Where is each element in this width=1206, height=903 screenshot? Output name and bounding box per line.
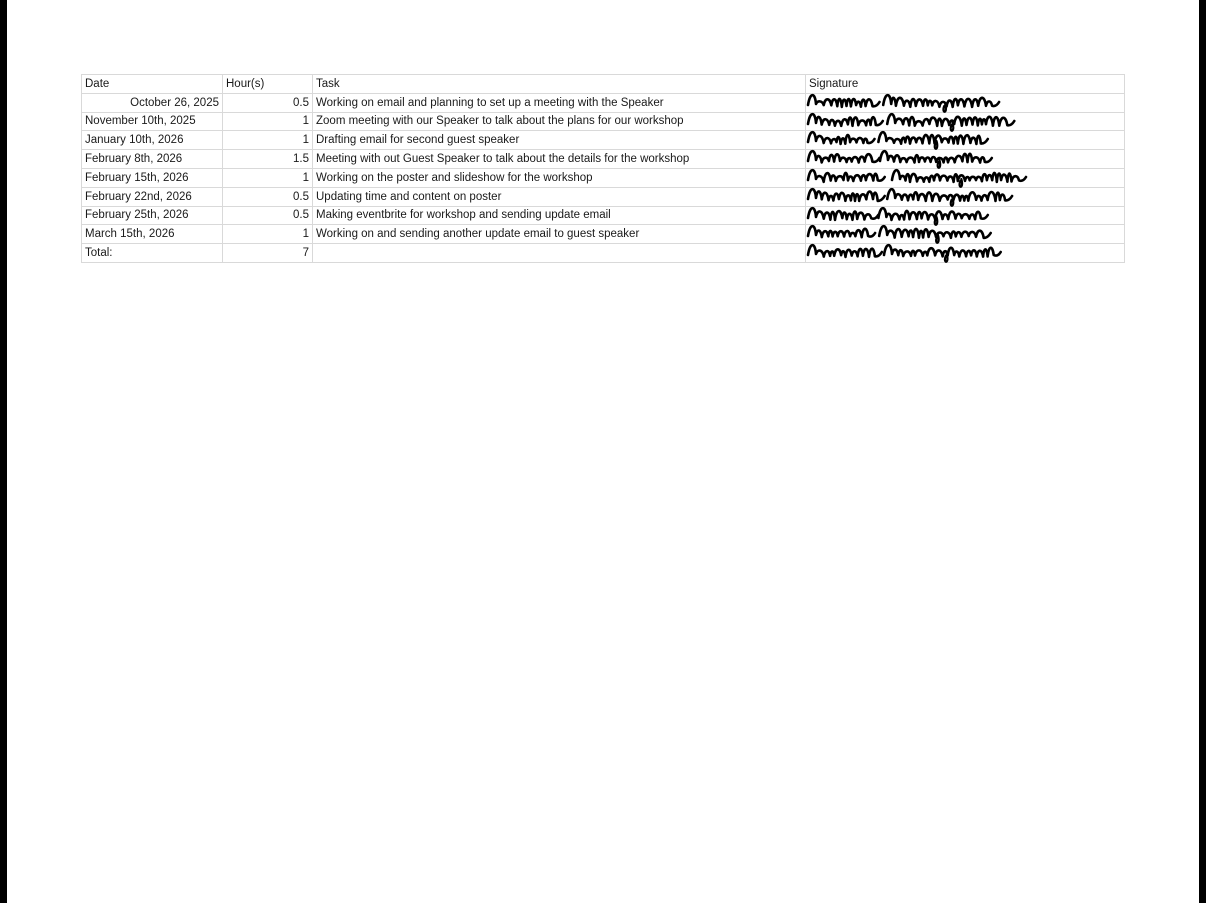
row-hours: 1.5 xyxy=(223,150,313,169)
row-hours: 1 xyxy=(223,112,313,131)
total-row xyxy=(82,244,1125,263)
row-date: November 10th, 2025 xyxy=(82,112,223,131)
total-signature xyxy=(806,244,1125,263)
row-date: January 10th, 2026 xyxy=(82,131,223,150)
header-signature: Signature xyxy=(806,75,1125,94)
total-hours: 7 xyxy=(223,244,313,263)
row-hours: 1 xyxy=(223,131,313,150)
total-label: Total: xyxy=(82,244,223,263)
row-date: February 25th, 2026 xyxy=(82,206,223,225)
header-task: Task xyxy=(313,75,806,94)
row-task: Updating time and content on poster xyxy=(313,187,806,206)
row-date: February 22nd, 2026 xyxy=(82,187,223,206)
row-date: October 26, 2025 xyxy=(82,93,223,112)
row-hours: 1 xyxy=(223,168,313,187)
document-page xyxy=(7,0,1199,903)
row-task: Making eventbrite for workshop and sending update email xyxy=(313,206,806,225)
row-hours: 0.5 xyxy=(223,93,313,112)
row-date: March 15th, 2026 xyxy=(82,225,223,244)
row-hours: 0.5 xyxy=(223,206,313,225)
header-date: Date xyxy=(82,75,223,94)
row-task: Working on the poster and slideshow for the workshop xyxy=(313,168,806,187)
row-date: February 15th, 2026 xyxy=(82,168,223,187)
row-hours: 0.5 xyxy=(223,187,313,206)
row-task: Working on and sending another update email to guest speaker xyxy=(313,225,806,244)
row-task: Zoom meeting with our Speaker to talk about the plans for our workshop xyxy=(313,112,806,131)
total-task-empty xyxy=(313,244,806,263)
handwritten-signature xyxy=(808,240,998,264)
row-task: Working on email and planning to set up a meeting with the Speaker xyxy=(313,93,806,112)
volunteer-hours-table xyxy=(81,74,1125,263)
signature-ink xyxy=(808,240,998,264)
row-task: Drafting email for second guest speaker xyxy=(313,131,806,150)
row-date: February 8th, 2026 xyxy=(82,150,223,169)
header-hours: Hour(s) xyxy=(223,75,313,94)
row-task: Meeting with out Guest Speaker to talk about the details for the workshop xyxy=(313,150,806,169)
row-hours: 1 xyxy=(223,225,313,244)
